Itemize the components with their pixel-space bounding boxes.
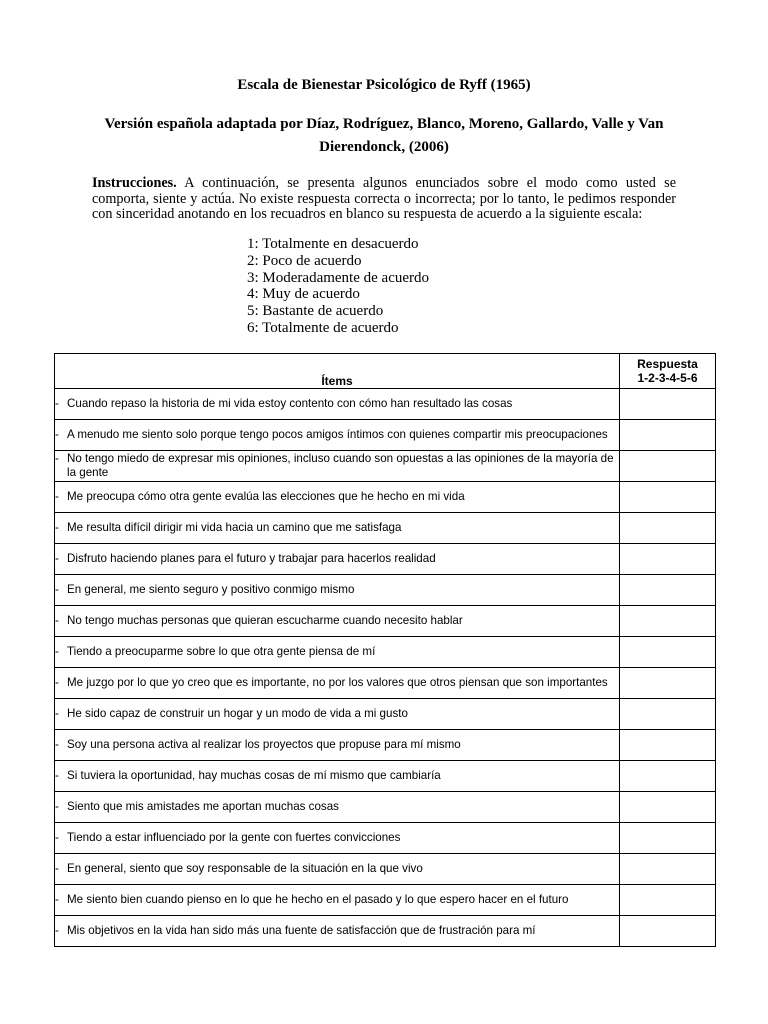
item-dash: - [55, 583, 59, 596]
item-cell [55, 482, 620, 513]
item-cell [55, 885, 620, 916]
table-row [55, 730, 716, 761]
table-row [55, 823, 716, 854]
table-row [55, 668, 716, 699]
response-scale-list [247, 236, 547, 337]
table-row [55, 606, 716, 637]
item-dash: - [55, 893, 59, 906]
item-text: Cuando repaso la historia de mi vida estoy contento con cómo han resultado las cosas [67, 397, 513, 410]
item-dash: - [55, 707, 59, 720]
response-cell[interactable] [620, 761, 716, 792]
item-dash: - [55, 862, 59, 875]
item-cell [55, 730, 620, 761]
items-column-header: Ítems [55, 354, 620, 389]
item-cell [55, 761, 620, 792]
response-cell[interactable] [620, 823, 716, 854]
response-header-label: Respuesta [637, 357, 698, 371]
item-text: A menudo me siento solo porque tengo pocos amigos íntimos con quienes compartir mis preocupaciones [67, 428, 608, 441]
item-text: He sido capaz de construir un hogar y un modo de vida a mi gusto [67, 707, 408, 720]
response-header-scale: 1-2-3-4-5-6 [637, 371, 698, 385]
document-subtitle: Versión española adaptada por Díaz, Rodríguez, Blanco, Moreno, Gallardo, Valle y Van Dierendonck, (2006) [104, 116, 664, 155]
item-cell [55, 544, 620, 575]
item-text: Me juzgo por lo que yo creo que es importante, no por los valores que otros piensan que son importantes [67, 676, 608, 689]
scale-option: 4: Muy de acuerdo [247, 286, 360, 303]
item-dash: - [55, 452, 59, 465]
response-cell[interactable] [620, 420, 716, 451]
item-dash: - [55, 428, 59, 441]
response-cell[interactable] [620, 854, 716, 885]
item-text: En general, siento que soy responsable de la situación en la que vivo [67, 862, 423, 875]
item-cell [55, 575, 620, 606]
table-header-row [55, 354, 716, 389]
table-row [55, 916, 716, 947]
item-dash: - [55, 800, 59, 813]
item-cell [55, 823, 620, 854]
response-cell[interactable] [620, 606, 716, 637]
response-cell[interactable] [620, 389, 716, 420]
item-cell [55, 389, 620, 420]
scale-option: 3: Moderadamente de acuerdo [247, 269, 429, 286]
response-cell[interactable] [620, 451, 716, 482]
table-row [55, 482, 716, 513]
item-cell [55, 606, 620, 637]
item-text: Tiendo a estar influenciado por la gente con fuertes convicciones [67, 831, 401, 844]
table-row [55, 389, 716, 420]
item-dash: - [55, 614, 59, 627]
scale-option: 1: Totalmente en desacuerdo [247, 236, 419, 252]
table-row [55, 761, 716, 792]
response-cell[interactable] [620, 885, 716, 916]
item-cell [55, 637, 620, 668]
response-cell[interactable] [620, 792, 716, 823]
instructions-text: A continuación, se presenta algunos enunciados sobre el modo como usted se comporta, siente y actúa. No existe respuesta correcta o incorrecta; por lo tanto, le pedimos responder con sinceridad anotando en los recuadros en blanco su respuesta de acuerdo a la siguiente escala: [92, 175, 676, 222]
response-cell[interactable] [620, 544, 716, 575]
response-cell[interactable] [620, 668, 716, 699]
item-dash: - [55, 924, 59, 937]
item-text: Mis objetivos en la vida han sido más una fuente de satisfacción que de frustración para mí [67, 924, 536, 937]
items-table [54, 353, 716, 947]
response-cell[interactable] [620, 699, 716, 730]
table-row [55, 420, 716, 451]
scale-option: 6: Totalmente de acuerdo [247, 319, 399, 336]
table-row [55, 792, 716, 823]
response-cell[interactable] [620, 482, 716, 513]
table-row [55, 513, 716, 544]
scale-option: 5: Bastante de acuerdo [247, 303, 384, 320]
item-text: En general, me siento seguro y positivo conmigo mismo [67, 583, 355, 596]
item-text: Disfruto haciendo planes para el futuro y trabajar para hacerlos realidad [67, 552, 436, 565]
table-row [55, 637, 716, 668]
item-cell [55, 513, 620, 544]
item-text: Siento que mis amistades me aportan muchas cosas [67, 800, 339, 813]
table-row [55, 451, 716, 482]
response-cell[interactable] [620, 730, 716, 761]
item-dash: - [55, 676, 59, 689]
item-dash: - [55, 645, 59, 658]
response-cell[interactable] [620, 916, 716, 947]
table-row [55, 575, 716, 606]
table-row [55, 544, 716, 575]
item-text: Soy una persona activa al realizar los proyectos que propuse para mí mismo [67, 738, 461, 751]
response-cell[interactable] [620, 513, 716, 544]
document-title: Escala de Bienestar Psicológico de Ryff (1965) [237, 77, 531, 93]
item-text: No tengo muchas personas que quieran escucharme cuando necesito hablar [67, 614, 463, 627]
item-dash: - [55, 738, 59, 751]
item-dash: - [55, 521, 59, 534]
scale-option: 2: Poco de acuerdo [247, 252, 362, 269]
item-cell [55, 792, 620, 823]
item-cell [55, 668, 620, 699]
item-text: Me siento bien cuando pienso en lo que he hecho en el pasado y lo que espero hacer en el futuro [67, 893, 569, 906]
instructions-lead: Instrucciones. [92, 175, 177, 191]
item-dash: - [55, 397, 59, 410]
item-dash: - [55, 831, 59, 844]
item-cell [55, 854, 620, 885]
item-cell [55, 916, 620, 947]
response-cell[interactable] [620, 575, 716, 606]
item-cell [55, 420, 620, 451]
item-text: Si tuviera la oportunidad, hay muchas cosas de mí mismo que cambiaría [67, 769, 441, 782]
item-cell [55, 699, 620, 730]
item-text: Me resulta difícil dirigir mi vida hacia un camino que me satisfaga [67, 521, 402, 534]
item-dash: - [55, 552, 59, 565]
item-cell [55, 451, 620, 482]
table-row [55, 854, 716, 885]
item-dash: - [55, 490, 59, 503]
item-dash: - [55, 769, 59, 782]
item-text: Me preocupa cómo otra gente evalúa las elecciones que he hecho en mi vida [67, 490, 465, 503]
table-row [55, 699, 716, 730]
table-row [55, 885, 716, 916]
item-text: Tiendo a preocuparme sobre lo que otra gente piensa de mí [67, 645, 376, 658]
response-column-header [620, 354, 716, 389]
response-cell[interactable] [620, 637, 716, 668]
item-text: No tengo miedo de expresar mis opiniones, incluso cuando son opuestas a las opiniones de la mayoría de la gente [67, 452, 614, 479]
instructions-paragraph [92, 176, 676, 223]
